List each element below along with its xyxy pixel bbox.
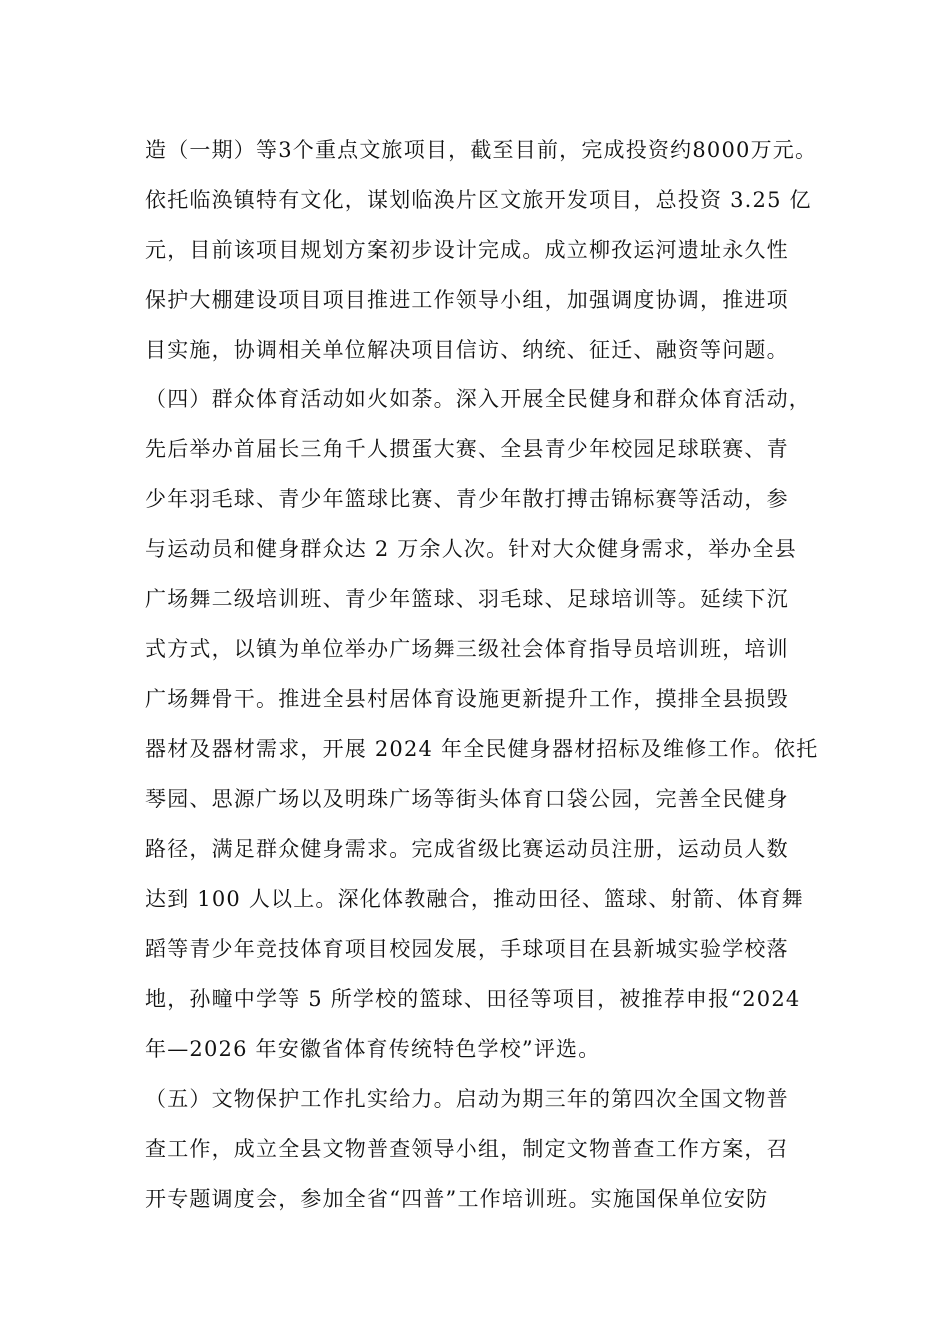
text-line: 开专题调度会，参加全省“四普”工作培训班。实施国保单位安防 — [145, 1187, 769, 1211]
text-line: 蹈等青少年竞技体育项目校园发展，手球项目在县新城实验学校落 — [145, 937, 789, 961]
text-line: 少年羽毛球、青少年篮球比赛、青少年散打搏击锦标赛等活动，参 — [145, 487, 789, 511]
text-line: 广场舞骨干。推进全县村居体育设施更新提升工作，摸排全县损毁 — [145, 687, 789, 711]
text-line: 器材及器材需求，开展 2024 年全民健身器材招标及维修工作。依托 — [145, 737, 819, 761]
text-line: 式方式，以镇为单位举办广场舞三级社会体育指导员培训班，培训 — [145, 637, 789, 661]
text-line: 广场舞二级培训班、青少年篮球、羽毛球、足球培训等。延续下沉 — [145, 587, 789, 611]
text-line: 与运动员和健身群众达 2 万余人次。针对大众健身需求，举办全县 — [145, 537, 797, 561]
text-line: 元，目前该项目规划方案初步设计完成。成立柳孜运河遗址永久性 — [145, 238, 789, 262]
text-line: 目实施，协调相关单位解决项目信访、纳统、征迁、融资等问题。 — [145, 338, 789, 362]
text-line: 地，孙疃中学等 5 所学校的篮球、田径等项目，被推荐申报“2024 — [145, 987, 801, 1011]
text-line: 琴园、思源广场以及明珠广场等街头体育口袋公园，完善全民健身 — [145, 787, 789, 811]
text-line: 先后举办首届长三角千人掼蛋大赛、全县青少年校园足球联赛、青 — [145, 437, 789, 461]
text-line: 路径，满足群众健身需求。完成省级比赛运动员注册，运动员人数 — [145, 837, 789, 861]
section-heading-line: （五）文物保护工作扎实给力。启动为期三年的第四次全国文物普 — [145, 1087, 789, 1111]
text-line: 查工作，成立全县文物普查领导小组，制定文物普查工作方案，召 — [145, 1137, 789, 1161]
text-line: 达到 100 人以上。深化体教融合，推动田径、篮球、射箭、体育舞 — [145, 887, 804, 911]
section-heading-line: （四）群众体育活动如火如荼。深入开展全民健身和群众体育活动， — [145, 387, 811, 411]
text-line: 依托临涣镇特有文化，谋划临涣片区文旅开发项目，总投资 3.25 亿 — [145, 188, 812, 212]
text-line: 造（一期）等3个重点文旅项目，截至目前，完成投资约8000万元。 — [145, 138, 818, 162]
text-line: 年—2026 年安徽省体育传统特色学校”评选。 — [145, 1037, 601, 1061]
text-line: 保护大棚建设项目项目推进工作领导小组，加强调度协调，推进项 — [145, 288, 789, 312]
